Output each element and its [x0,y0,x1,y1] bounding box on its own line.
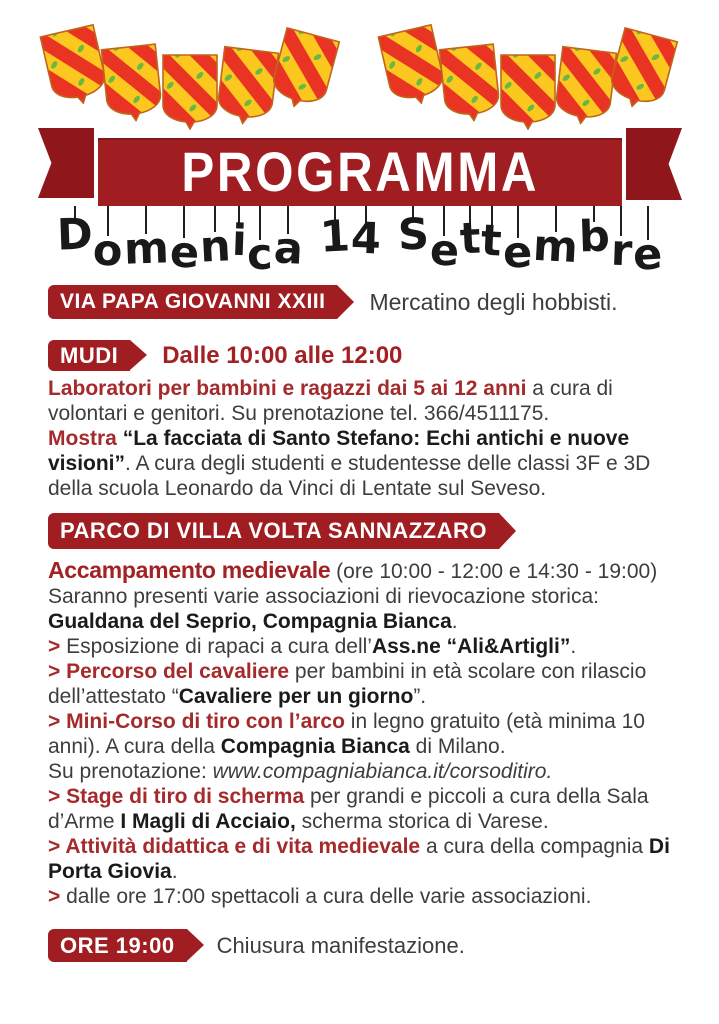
letter-glyph: 1 [318,211,352,263]
paragraph [48,884,693,909]
text-run: a cura di volontari e genitori. Su prenotazione tel. 366/4511175. [48,377,613,425]
heraldic-shield [603,24,681,115]
via-papa-text: Mercatino degli hobbisti. [369,288,618,315]
closing-text: Chiusura manifestazione. [216,932,465,958]
text-run: scherma storica di Varese. [295,810,549,833]
ribbon-tail-right [626,128,682,200]
hanging-letter [631,206,664,281]
text-run: Gualdana del Seprio, Compagnia Bianca [48,610,452,633]
text-run: Esposizione di rapaci a cura dell’ [66,635,372,658]
text-run: Saranno presenti varie associazioni di rievocazione storica: [48,585,599,608]
hanging-letter [318,206,352,263]
text-run: . [171,860,178,883]
tag-label: VIA PAPA GIOVANNI XXIII [60,290,326,313]
text-run: “La facciata di Santo Stefano: Echi antichi e nuove visioni” [48,427,630,475]
text-run: I Magli di Acciaio, [120,810,296,833]
letter-glyph: t [458,213,482,265]
text-run: Laboratori per bambini e ragazzi dai 5 ai 12 anni [48,377,527,400]
letter-glyph: S [396,209,430,261]
hanging-letter [230,206,248,267]
paragraph [48,376,693,426]
hanging-letter [92,206,125,277]
section-parco [48,513,499,549]
text-run: www.compagniabianca.it/corsoditiro. [212,760,553,783]
tag-label: PARCO DI VILLA VOLTA SANNAZZARO [60,518,487,543]
letter-glyph: e [631,229,664,281]
letter-glyph: a [272,223,305,275]
paragraph [48,759,693,784]
section-mudi [48,340,402,371]
letter-glyph: b [578,211,611,263]
heraldic-shield [436,41,504,125]
paragraph [48,584,693,634]
letter-glyph: m [531,220,580,274]
text-run: . [451,610,458,633]
hanging-letter [349,206,382,265]
programma-ribbon [38,126,682,212]
text-run: Compagnia Bianca [220,735,410,758]
location-tag-via-papa [48,285,337,319]
text-run: > Stage di tiro di scherma [48,785,305,808]
text-run: . [570,635,577,658]
letter-glyph: o [92,225,125,277]
shield-bunting [0,0,719,125]
text-run: Cavaliere per un giorno [178,685,414,708]
letter-glyph: c [246,229,274,281]
paragraph [48,426,693,501]
text-run: Accampamento medievale [48,557,331,583]
section-ore19 [48,929,465,962]
text-run: > [48,885,67,908]
text-run: in legno gratuito (età minima 10 anni). A cura della [48,710,645,758]
letter-glyph: D [55,209,94,261]
tag-label: ORE 19:00 [60,932,175,958]
letter-glyph: e [168,227,200,279]
text-run: . A cura degli studenti e studentesse delle classi 3F e 3D della scuola Leonardo da Vinci di Lentate sul Seveso. [48,452,651,500]
paragraph [48,659,693,709]
hanging-letter [168,206,200,279]
location-tag-mudi [48,340,130,371]
paragraph [48,634,693,659]
heraldic-shield [160,52,220,130]
mudi-time-range: Dalle 10:00 alle 12:00 [162,341,403,369]
parco-details [48,558,693,909]
letter-glyph: e [502,227,534,279]
text-run: > Mini-Corso di tiro con l’arco [48,710,345,733]
letter-glyph: i [230,215,248,267]
text-run: dalle ore 17:00 spettacoli a cura delle varie associazioni. [66,885,592,908]
letter-glyph: t [480,215,504,267]
mudi-details [48,376,693,501]
text-run: ”. [413,685,427,708]
ribbon-band [98,138,622,206]
hanging-letter [198,206,232,273]
section-via-papa [48,285,618,319]
heraldic-shield [498,52,558,130]
text-run: (ore 10:00 - 12:00 e 14:30 - 19:00) [330,560,658,583]
hanging-letter [480,206,504,267]
paragraph [48,834,693,884]
heraldic-shield [265,24,343,115]
text-run: > Percorso del cavaliere [48,660,290,683]
text-run: Su prenotazione: [48,760,213,783]
date-title [0,206,719,281]
letter-glyph: 4 [349,213,382,265]
text-run: per grandi e piccoli a cura della Sala d’Arme [48,785,649,833]
text-run: a cura della compagnia [420,835,649,858]
hanging-letter [246,206,274,281]
text-run: Di Porta Giovia [48,835,670,883]
paragraph [48,558,693,584]
location-tag-parco [48,513,499,549]
paragraph [48,784,693,834]
hanging-letter [272,206,305,275]
hanging-letter [123,206,170,275]
hanging-letter [502,206,534,279]
letter-glyph: m [123,223,170,275]
hanging-letter [531,206,580,274]
ribbon-tail-left [38,128,94,198]
hanging-letter [578,206,611,263]
text-run: Mostra [48,427,117,450]
hanging-letter [55,206,94,261]
text-run: > Attività didattica e di vita medievale [48,835,421,858]
paragraph [48,709,693,759]
letter-glyph: n [198,221,232,273]
hanging-letter [396,206,430,261]
hanging-letter [428,206,460,277]
letter-glyph: r [609,225,633,277]
text-run: > [48,635,67,658]
tag-label: MUDI [60,342,119,368]
text-run: Ass.ne “Ali&Artigli” [371,635,571,658]
text-run: per bambini in età scolare con rilascio dell’attestato “ [48,660,647,708]
heraldic-shield [98,41,166,125]
hanging-letter [609,206,633,277]
time-tag-ore19 [48,929,187,962]
text-run: di Milano. [409,735,506,758]
letter-glyph: e [428,225,460,277]
banner-title: PROGRAMMA [181,140,539,203]
hanging-letter [458,206,482,265]
